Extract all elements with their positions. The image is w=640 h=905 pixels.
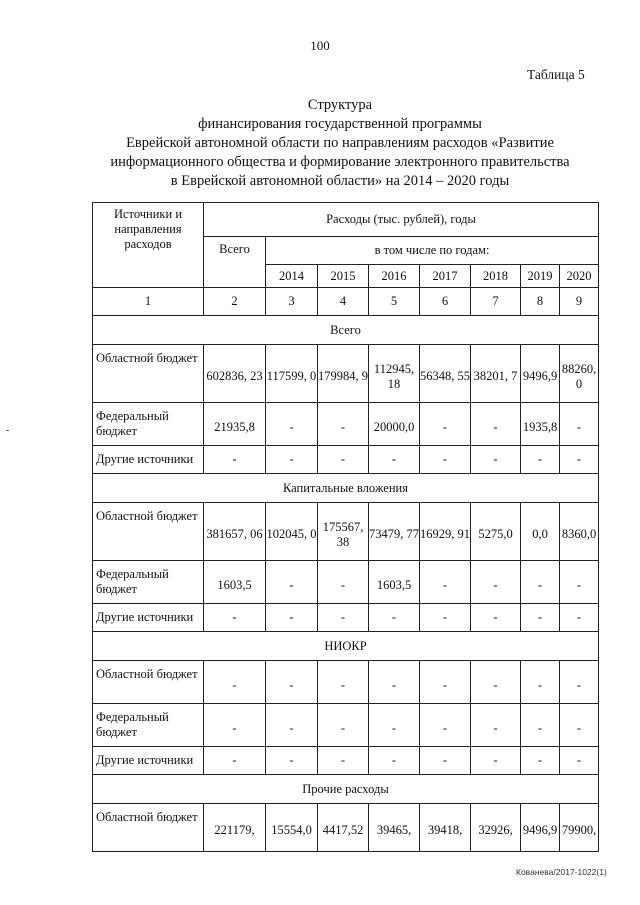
year-header: 2019 <box>521 265 560 288</box>
value-cell: - <box>521 661 560 704</box>
value-cell: - <box>471 561 521 604</box>
value-cell: - <box>204 604 266 632</box>
value-cell: - <box>521 747 560 775</box>
value-cell: 1603,5 <box>369 561 420 604</box>
value-cell: - <box>369 661 420 704</box>
value-cell: - <box>560 604 599 632</box>
section-row <box>93 474 599 503</box>
financing-table <box>92 202 599 852</box>
value-cell: 0,0 <box>521 503 560 561</box>
value-cell: - <box>318 403 369 446</box>
value-cell: 4417,52 <box>318 804 369 852</box>
value-cell: - <box>266 446 318 474</box>
value-cell: - <box>204 446 266 474</box>
value-cell: - <box>420 604 471 632</box>
table-row <box>93 345 599 403</box>
value-cell: - <box>560 446 599 474</box>
column-number: 4 <box>318 288 369 316</box>
value-cell: - <box>204 747 266 775</box>
year-header: 2017 <box>420 265 471 288</box>
table-row <box>93 561 599 604</box>
table-row <box>93 661 599 704</box>
value-cell: - <box>521 561 560 604</box>
value-cell: 21935,8 <box>204 403 266 446</box>
value-cell: 8360,0 <box>560 503 599 561</box>
source-cell: Федеральный бюджет <box>93 561 204 604</box>
value-cell: - <box>266 561 318 604</box>
value-cell: - <box>266 704 318 747</box>
value-cell: 1935,8 <box>521 403 560 446</box>
header-row <box>93 203 599 237</box>
value-cell: - <box>521 604 560 632</box>
year-header: 2016 <box>369 265 420 288</box>
column-number: 8 <box>521 288 560 316</box>
value-cell: - <box>369 446 420 474</box>
value-cell: - <box>471 604 521 632</box>
expenses-header: Расходы (тыс. рублей), годы <box>204 203 599 237</box>
year-header: 2018 <box>471 265 521 288</box>
value-cell: - <box>318 661 369 704</box>
value-cell: 221179, <box>204 804 266 852</box>
value-cell: - <box>369 704 420 747</box>
value-cell: 32926, <box>471 804 521 852</box>
value-cell: 5275,0 <box>471 503 521 561</box>
value-cell: 38201, 7 <box>471 345 521 403</box>
section-title: Прочие расходы <box>93 775 599 804</box>
value-cell: - <box>420 403 471 446</box>
value-cell: - <box>318 704 369 747</box>
column-number: 2 <box>204 288 266 316</box>
document-title <box>80 96 600 191</box>
section-row <box>93 775 599 804</box>
value-cell: 1603,5 <box>204 561 266 604</box>
title-line: Еврейской автономной области по направлениям расходов «Развитие <box>126 135 554 151</box>
value-cell: - <box>318 604 369 632</box>
value-cell: 179984, 9 <box>318 345 369 403</box>
year-header: 2014 <box>266 265 318 288</box>
source-cell: Федеральный бюджет <box>93 403 204 446</box>
value-cell: - <box>560 747 599 775</box>
value-cell: - <box>369 604 420 632</box>
column-number: 3 <box>266 288 318 316</box>
source-cell: Областной бюджет <box>93 503 204 561</box>
total-header: Всего <box>204 237 266 288</box>
value-cell: 73479, 77 <box>369 503 420 561</box>
value-cell: 20000,0 <box>369 403 420 446</box>
value-cell: - <box>471 661 521 704</box>
value-cell: 16929, 91 <box>420 503 471 561</box>
value-cell: - <box>471 403 521 446</box>
value-cell: - <box>318 446 369 474</box>
column-number: 7 <box>471 288 521 316</box>
table-row <box>93 804 599 852</box>
value-cell: 117599, 0 <box>266 345 318 403</box>
source-cell: Другие источники <box>93 446 204 474</box>
by-year-header: в том числе по годам: <box>266 237 599 265</box>
column-number: 6 <box>420 288 471 316</box>
value-cell: - <box>318 561 369 604</box>
section-row <box>93 316 599 345</box>
value-cell: - <box>521 704 560 747</box>
value-cell: - <box>560 661 599 704</box>
value-cell: - <box>204 661 266 704</box>
value-cell: - <box>521 446 560 474</box>
footer-note: Кованева/2017-1022(1) <box>516 867 607 877</box>
section-row <box>93 632 599 661</box>
value-cell: - <box>560 403 599 446</box>
year-header: 2020 <box>560 265 599 288</box>
value-cell: - <box>266 661 318 704</box>
value-cell: 39418, <box>420 804 471 852</box>
column-numbers-row <box>93 288 599 316</box>
sources-header: Источники и направления расходов <box>93 203 204 288</box>
title-line: финансирования государственной программы <box>198 116 482 132</box>
value-cell: 39465, <box>369 804 420 852</box>
table-row <box>93 446 599 474</box>
value-cell: 102045, 0 <box>266 503 318 561</box>
value-cell: - <box>204 704 266 747</box>
table-row <box>93 604 599 632</box>
source-cell: Другие источники <box>93 604 204 632</box>
source-cell: Областной бюджет <box>93 804 204 852</box>
value-cell: 88260, 0 <box>560 345 599 403</box>
section-title: Всего <box>93 316 599 345</box>
value-cell: 79900, <box>560 804 599 852</box>
value-cell: - <box>369 747 420 775</box>
value-cell: - <box>420 704 471 747</box>
margin-mark <box>6 430 9 431</box>
source-cell: Областной бюджет <box>93 661 204 704</box>
page-number: 100 <box>310 38 330 53</box>
source-cell: Федеральный бюджет <box>93 704 204 747</box>
value-cell: 15554,0 <box>266 804 318 852</box>
value-cell: - <box>266 604 318 632</box>
value-cell: 112945, 18 <box>369 345 420 403</box>
section-title: НИОКР <box>93 632 599 661</box>
value-cell: - <box>420 661 471 704</box>
value-cell: 9496,9 <box>521 804 560 852</box>
value-cell: - <box>560 561 599 604</box>
value-cell: - <box>471 747 521 775</box>
section-title: Капитальные вложения <box>93 474 599 503</box>
year-header: 2015 <box>318 265 369 288</box>
value-cell: - <box>471 446 521 474</box>
value-cell: 56348, 55 <box>420 345 471 403</box>
value-cell: - <box>560 704 599 747</box>
value-cell: - <box>420 446 471 474</box>
value-cell: - <box>420 561 471 604</box>
title-line: Структура <box>307 97 373 113</box>
column-number: 1 <box>93 288 204 316</box>
title-line: в Еврейской автономной области» на 2014 – 2020 годы <box>170 173 510 189</box>
value-cell: - <box>471 704 521 747</box>
value-cell: 175567, 38 <box>318 503 369 561</box>
value-cell: - <box>318 747 369 775</box>
source-cell: Областной бюджет <box>93 345 204 403</box>
column-number: 5 <box>369 288 420 316</box>
column-number: 9 <box>560 288 599 316</box>
table-row <box>93 747 599 775</box>
table-row <box>93 503 599 561</box>
table-row <box>93 704 599 747</box>
value-cell: - <box>420 747 471 775</box>
table-row <box>93 403 599 446</box>
value-cell: 602836, 23 <box>204 345 266 403</box>
value-cell: - <box>266 747 318 775</box>
value-cell: 9496,9 <box>521 345 560 403</box>
source-cell: Другие источники <box>93 747 204 775</box>
value-cell: 381657, 06 <box>204 503 266 561</box>
value-cell: - <box>266 403 318 446</box>
title-line: информационного общества и формирование электронного правительства <box>110 154 570 170</box>
table-label: Таблица 5 <box>527 67 585 82</box>
